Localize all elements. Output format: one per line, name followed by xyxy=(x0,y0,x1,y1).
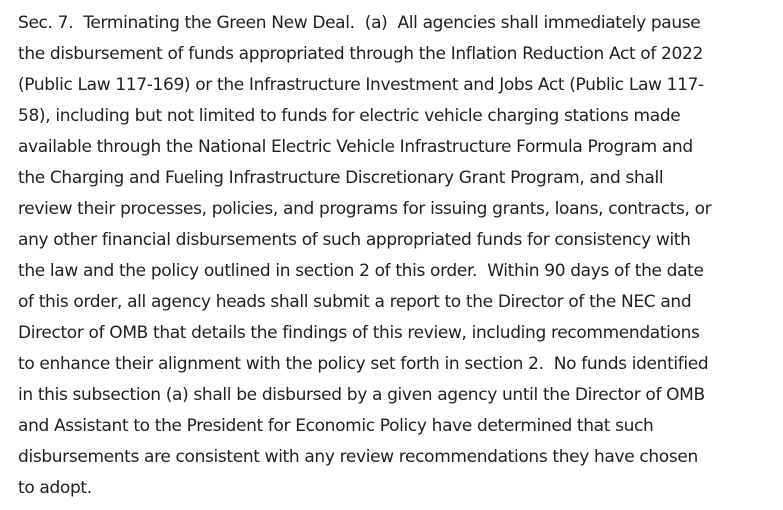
text-line-12: to enhance their alignment with the policy set forth in section 2. No funds identified xyxy=(18,354,709,374)
text-line-3: (Public Law 117-169) or the Infrastructure Investment and Jobs Act (Public Law 117- xyxy=(18,75,704,95)
text-line-13: in this subsection (a) shall be disbursed by a given agency until the Director of OMB xyxy=(18,385,705,405)
text-line-9: the law and the policy outlined in section 2 of this order. Within 90 days of the date xyxy=(18,261,704,281)
text-line-14: and Assistant to the President for Economic Policy have determined that such xyxy=(18,416,654,436)
text-line-7: review their processes, policies, and programs for issuing grants, loans, contracts, or xyxy=(18,199,712,219)
text-line-10: of this order, all agency heads shall submit a report to the Director of the NEC and xyxy=(18,292,692,312)
text-line-1: Sec. 7. Terminating the Green New Deal. (a) All agencies shall immediately pause xyxy=(18,13,701,33)
text-line-8: any other financial disbursements of such appropriated funds for consistency with xyxy=(18,230,691,250)
text-line-2: the disbursement of funds appropriated through the Inflation Reduction Act of 2022 xyxy=(18,44,703,64)
text-line-16: to adopt. xyxy=(18,478,92,498)
text-line-5: available through the National Electric Vehicle Infrastructure Formula Program and xyxy=(18,137,693,157)
text-line-6: the Charging and Fueling Infrastructure Discretionary Grant Program, and shall xyxy=(18,168,664,188)
text-line-11: Director of OMB that details the findings of this review, including recommendations xyxy=(18,323,700,343)
text-line-4: 58), including but not limited to funds for electric vehicle charging stations made xyxy=(18,106,681,126)
text-line-15: disbursements are consistent with any review recommendations they have chosen xyxy=(18,447,698,467)
